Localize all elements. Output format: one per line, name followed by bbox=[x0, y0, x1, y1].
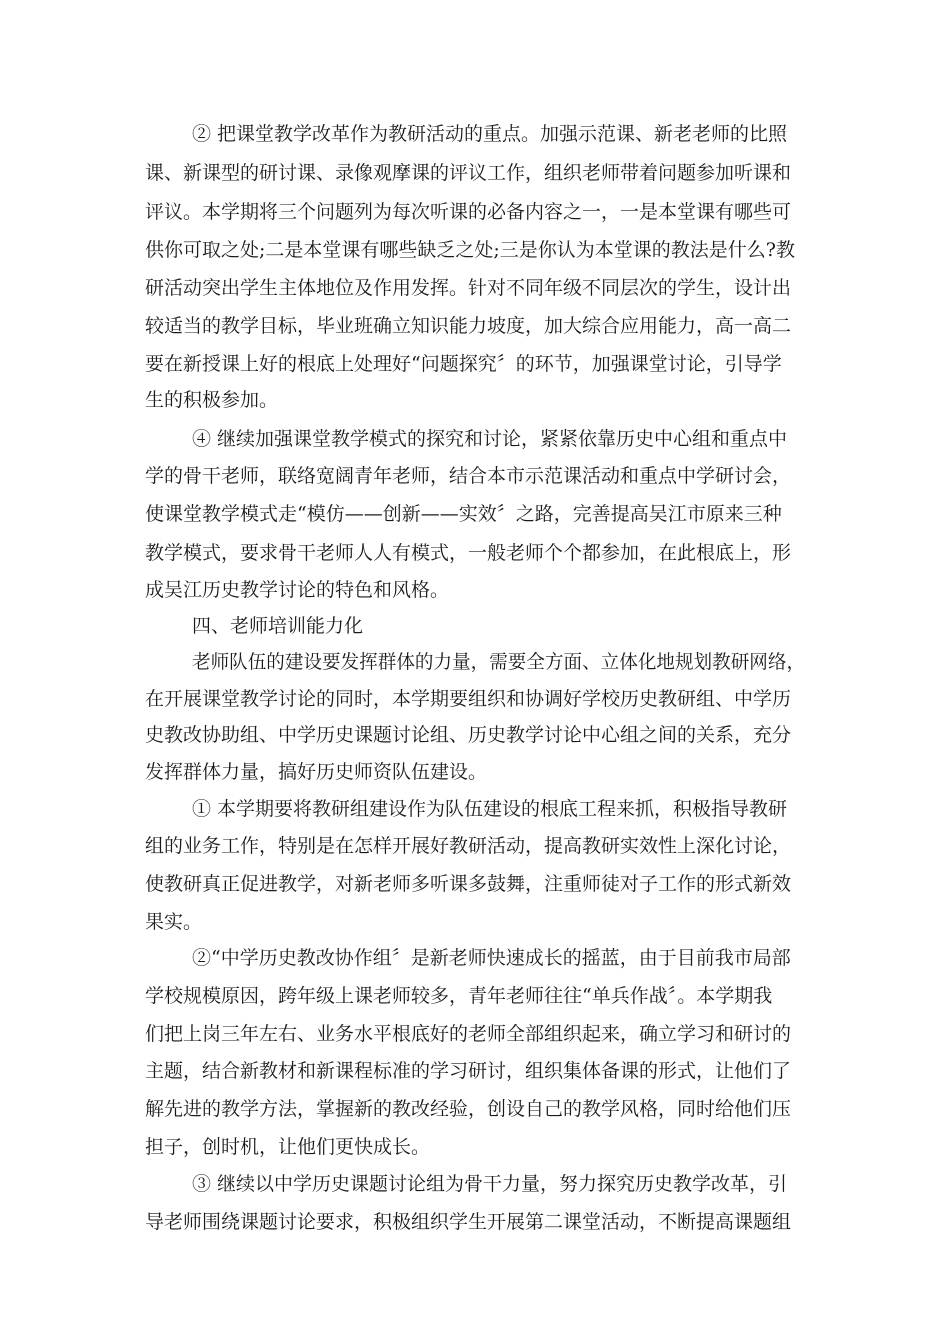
text-line: 组的业务工作，特别是在怎样开展好教研活动，提高教研实效性上深化讨论， bbox=[145, 835, 792, 857]
text-line: ① 本学期要将教研组建设作为队伍建设的根底工程来抓，积极指导教研 bbox=[192, 798, 788, 820]
text-line: 导老师围绕课题讨论要求，积极组织学生开展第二课堂活动，不断提高课题组 bbox=[145, 1211, 792, 1233]
text-line: 担子，创时机，让他们更快成长。 bbox=[145, 1136, 431, 1158]
text-line: 老师队伍的建设要发挥群体的力量，需要全方面、立体化地规划教研网络， bbox=[192, 651, 806, 673]
text-line: 研活动突出学生主体地位及作用发挥。针对不同年级不同层次的学生，设计出 bbox=[145, 277, 792, 299]
text-line: 课、新课型的研讨课、录像观摩课的评议工作，组织老师带着问题参加听课和 bbox=[145, 162, 792, 184]
text-line: 学校规模原因，跨年级上课老师较多，青年老师往往“单兵作战〞。本学期我 bbox=[145, 985, 773, 1007]
text-line: 史教改协助组、中学历史课题讨论组、历史教学讨论中心组之间的关系，充分 bbox=[145, 724, 792, 746]
text-line: 使课堂教学模式走“模仿——创新——实效〞之路，完善提高吴江市原来三种 bbox=[145, 503, 782, 525]
text-line: ②“中学历史教改协作组〞是新老师快速成长的摇蓝，由于目前我市局部 bbox=[192, 947, 791, 969]
text-line: 主题，结合新教材和新课程标准的学习研讨，组织集体备课的形式，让他们了 bbox=[145, 1060, 792, 1082]
text-line: 教学模式，要求骨干老师人人有模式，一般老师个个都参加，在此根底上，形 bbox=[145, 542, 792, 564]
text-line: 较适当的教学目标，毕业班确立知识能力坡度，加大综合应用能力，高一高二 bbox=[145, 315, 792, 337]
text-line: 在开展课堂教学讨论的同时，本学期要组织和协调好学校历史教研组、中学历 bbox=[145, 688, 792, 710]
text-line: ③ 继续以中学历史课题讨论组为骨干力量，努力探究历史教学改革，引 bbox=[192, 1173, 788, 1195]
text-line: 供你可取之处;二是本堂课有哪些缺乏之处;三是你认为本堂课的教法是什么?教 bbox=[145, 239, 795, 261]
text-line: ② 把课堂教学改革作为教研活动的重点。加强示范课、新老老师的比照 bbox=[192, 123, 788, 145]
text-line: 发挥群体力量，搞好历史师资队伍建设。 bbox=[145, 761, 488, 783]
text-line: 学的骨干老师，联络宽阔青年老师，结合本市示范课活动和重点中学研讨会， bbox=[145, 465, 792, 487]
text-line: 成吴江历史教学讨论的特色和风格。 bbox=[145, 579, 450, 601]
text-line: ④ 继续加强课堂教学模式的探究和讨论，紧紧依靠历史中心组和重点中 bbox=[192, 428, 788, 450]
text-line: 评议。本学期将三个问题列为每次听课的必备内容之一，一是本堂课有哪些可 bbox=[145, 201, 792, 223]
text-line: 们把上岗三年左右、业务水平根底好的老师全部组织起来，确立学习和研讨的 bbox=[145, 1023, 792, 1045]
text-line: 果实。 bbox=[145, 911, 203, 933]
text-line: 生的积极参加。 bbox=[145, 389, 279, 411]
text-line: 使教研真正促进教学，对新老师多听课多鼓舞，注重师徒对子工作的形式新效 bbox=[145, 873, 792, 895]
text-line: 四、老师培训能力化 bbox=[192, 615, 364, 637]
text-line: 要在新授课上好的根底上处理好“问题探究〞的环节，加强课堂讨论，引导学 bbox=[145, 353, 782, 375]
text-line: 解先进的教学方法，掌握新的教改经验，创设自己的教学风格，同时给他们压 bbox=[145, 1098, 792, 1120]
